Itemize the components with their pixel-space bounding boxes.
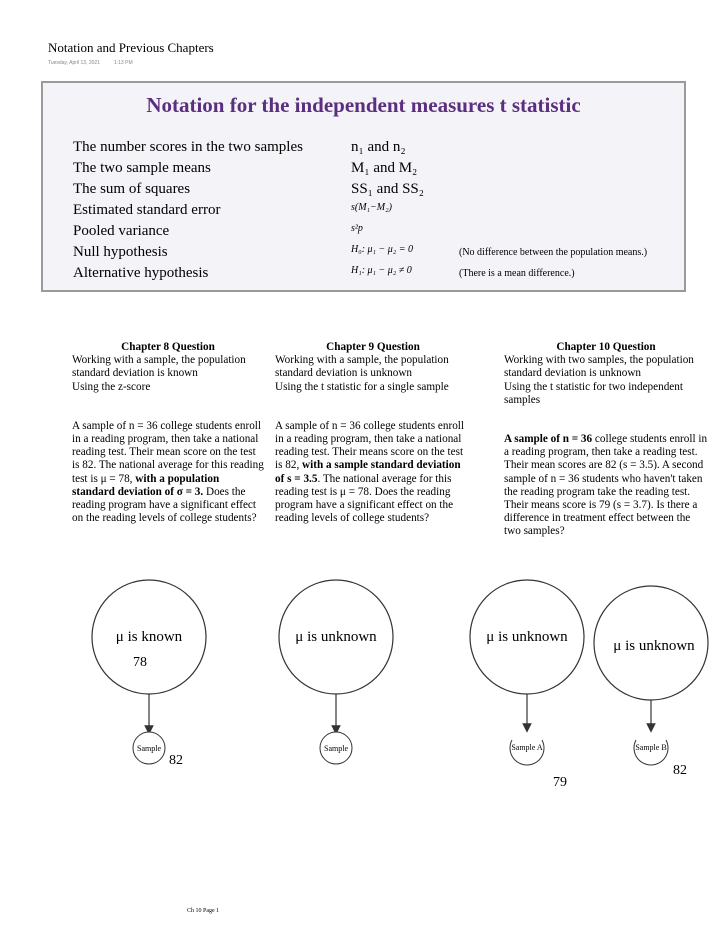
chapter-question bbox=[275, 420, 471, 526]
chapter-question bbox=[72, 420, 264, 526]
notation-label: The sum of squares bbox=[73, 181, 191, 197]
notation-row bbox=[73, 244, 683, 265]
population-sample-diagrams bbox=[0, 570, 714, 800]
notation-row bbox=[73, 160, 683, 181]
sample-label: Sample bbox=[324, 744, 348, 753]
notation-row bbox=[73, 223, 683, 244]
page-title: Notation and Previous Chapters bbox=[48, 40, 214, 55]
chapter-title: Chapter 10 Question bbox=[556, 341, 656, 353]
notation-symbol: s(M₁−M₂) bbox=[351, 202, 392, 213]
diagram-chapter-9 bbox=[279, 580, 393, 764]
question-emphasis: with a sample standard deviation of s = 3.5 bbox=[275, 459, 461, 485]
population-label: μ is unknown bbox=[486, 629, 568, 645]
population-mean-value: 78 bbox=[133, 655, 147, 670]
page-footer: Ch 10 Page 1 bbox=[187, 908, 220, 914]
question-text: college students enroll in a reading program, then take a reading test. Their mean scores are 82 (s = 3.5). A second sample of n = 36 students who haven't taken the reading program take the reading test. Their means score is 79 (s = 3.7). Is there a difference in treatment effect between the two samples? bbox=[504, 433, 708, 538]
notation-symbol: s²p bbox=[351, 223, 363, 234]
notation-row bbox=[73, 181, 683, 202]
question-text: Does the reading program have a significant effect on the reading levels of college students? bbox=[72, 485, 257, 525]
notation-label: The two sample means bbox=[73, 160, 211, 176]
question-text: A sample of n = 36 college students enroll in a reading program, then take a national reading test. Their mean score on the test is 82. The national average for this reading test is μ = 78, bbox=[72, 419, 264, 485]
chapter-10-column bbox=[504, 341, 708, 539]
sample-mean-value: 79 bbox=[553, 775, 567, 790]
notation-label: The number scores in the two samples bbox=[73, 139, 303, 155]
notation-row bbox=[73, 139, 683, 160]
chapter-description: Working with a sample, the population standard deviation is known bbox=[72, 354, 246, 380]
notation-symbol: n₁ and n₂ bbox=[351, 139, 406, 155]
chapter-method: Using the t statistic for a single sample bbox=[275, 380, 449, 393]
sample-mean-value: 82 bbox=[673, 763, 687, 778]
notation-label: Alternative hypothesis bbox=[73, 265, 209, 281]
question-text: A sample of n = 36 college students enroll in a reading program, then take a national reading test. Their means score on the test is 82, bbox=[275, 419, 465, 472]
chapter-description: Working with two samples, the population standard deviation is unknown bbox=[504, 354, 694, 380]
sample-label: Sample A bbox=[511, 743, 543, 752]
chapter-method: Using the t statistic for two independent samples bbox=[504, 380, 683, 406]
notation-label: Null hypothesis bbox=[73, 244, 168, 260]
population-label: μ is unknown bbox=[295, 629, 377, 645]
notation-figure bbox=[41, 81, 686, 292]
notation-heading: Notation for the independent measures t statistic bbox=[146, 93, 581, 117]
note-date: Tuesday, April 13, 2021 bbox=[48, 60, 100, 66]
question-emphasis: with a population standard deviation of σ = 3. bbox=[72, 472, 220, 498]
question-emphasis: A sample of n = 36 bbox=[504, 433, 593, 446]
notation-label: Estimated standard error bbox=[73, 202, 221, 218]
notation-row bbox=[73, 265, 683, 286]
notation-note: (There is a mean difference.) bbox=[459, 268, 575, 279]
chapter-8-column bbox=[72, 341, 264, 525]
sample-label: Sample B bbox=[635, 743, 667, 752]
notation-symbol: SS₁ and SS₂ bbox=[351, 181, 424, 197]
notation-row bbox=[73, 202, 683, 223]
chapter-description: Working with a sample, the population standard deviation is unknown bbox=[275, 354, 449, 380]
sample-mean-value: 82 bbox=[169, 753, 183, 768]
diagram-chapter-8 bbox=[92, 580, 206, 768]
diagram-chapter-10-sample-b bbox=[594, 586, 708, 778]
chapter-9-column bbox=[275, 341, 471, 525]
question-text: . The national average for this reading test is μ = 78. Does the reading program have a significant effect on the reading levels of college students? bbox=[275, 472, 454, 525]
notation-symbol: M₁ and M₂ bbox=[351, 160, 418, 176]
chapter-method: Using the z-score bbox=[72, 380, 151, 393]
chapter-question bbox=[504, 433, 708, 539]
notation-symbol: H₀: μ₁ − μ₂ = 0 bbox=[351, 244, 414, 255]
chapter-title: Chapter 9 Question bbox=[326, 341, 420, 353]
note-time: 1:13 PM bbox=[113, 60, 133, 66]
notation-symbol: H₁: μ₁ − μ₂ ≠ 0 bbox=[351, 265, 412, 276]
population-label: μ is unknown bbox=[613, 638, 695, 654]
sample-label: Sample bbox=[137, 744, 161, 753]
population-label: μ is known bbox=[115, 629, 183, 645]
notation-note: (No difference between the population means.) bbox=[459, 247, 648, 258]
note-timestamp bbox=[48, 60, 133, 66]
diagram-chapter-10-sample-a bbox=[470, 580, 584, 790]
chapter-title: Chapter 8 Question bbox=[121, 341, 215, 353]
notation-label: Pooled variance bbox=[73, 223, 170, 239]
